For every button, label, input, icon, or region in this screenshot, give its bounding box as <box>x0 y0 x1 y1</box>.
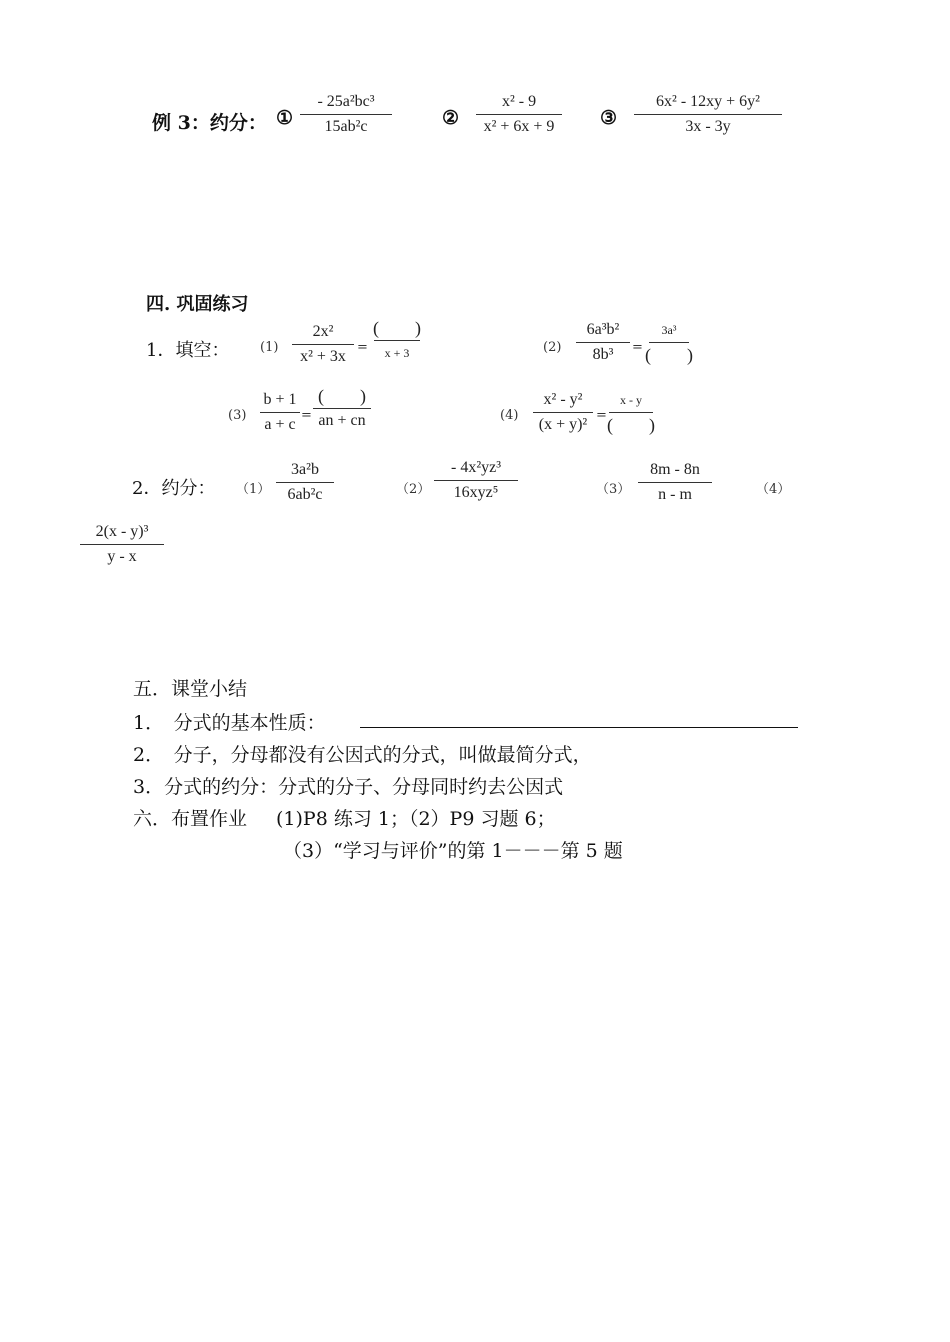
fraction-denominator: x + 3 <box>384 346 410 360</box>
q2-item4-fraction <box>80 522 164 567</box>
fraction-numerator: x - y <box>620 393 642 407</box>
fraction-numerator: 3a²b <box>291 461 319 478</box>
fraction-bar <box>476 114 562 115</box>
fraction-denominator: x² + 6x + 9 <box>483 118 555 135</box>
q1-item2-left-fraction <box>576 320 630 365</box>
fraction-denominator: 8b³ <box>592 346 614 363</box>
q1-item4-marker: (4) <box>500 408 519 423</box>
q1-item4-left-fraction <box>533 390 593 435</box>
fraction-bar <box>374 340 420 341</box>
example3-fraction-2 <box>476 92 562 137</box>
fraction-bar <box>533 412 593 413</box>
fraction-denominator: n - m <box>658 486 692 503</box>
fraction-denominator: 6ab²c <box>287 486 323 503</box>
example3-marker-2: ② <box>442 107 460 129</box>
fraction-denominator: y - x <box>107 548 137 565</box>
fraction-numerator: 2(x - y)³ <box>95 523 149 540</box>
q2-item3-fraction <box>638 460 712 505</box>
q2-item2-marker: （2） <box>396 482 431 497</box>
equals-sign: = <box>632 340 643 355</box>
fraction-numerator: 3a³ <box>661 323 677 337</box>
example3-label: 例 3：约分： <box>152 112 267 134</box>
fraction-bar <box>434 480 518 481</box>
blank-denominator: ( ) <box>645 345 693 365</box>
q2-item1-fraction <box>276 460 334 505</box>
q2-item4-marker: （4） <box>756 482 791 497</box>
section5-line-3: 3．分式的约分：分式的分子、分母同时约去公因式 <box>133 776 564 798</box>
q2-label: 2．约分： <box>132 478 216 499</box>
fraction-denominator: an + cn <box>318 412 366 429</box>
fraction-denominator: 16xyz⁵ <box>453 484 499 501</box>
section5-line-2: 2． 分子，分母都没有公因式的分式，叫做最简分式， <box>133 744 592 766</box>
section5-title: 五．课堂小结 <box>133 678 248 700</box>
section4-title: 四. 巩固练习 <box>146 294 249 315</box>
fraction-denominator: a + c <box>264 416 296 433</box>
blank-numerator: ( ) <box>318 386 366 406</box>
fraction-bar <box>634 114 782 115</box>
fraction-bar <box>300 114 392 115</box>
fraction-bar <box>576 342 630 343</box>
q1-item4-right-fraction <box>607 390 655 435</box>
example3-fraction-3 <box>634 92 782 137</box>
section6-title: 六．布置作业 <box>133 808 248 830</box>
section6-line-1: (1)P8 练习 1；（2）P9 习题 6； <box>276 808 556 830</box>
fraction-numerator: 2x² <box>312 323 334 340</box>
example3-marker-1: ① <box>276 107 294 129</box>
fraction-bar <box>260 412 300 413</box>
fraction-bar <box>638 482 712 483</box>
fraction-bar <box>313 408 371 409</box>
q1-item1-marker: (1) <box>260 340 279 355</box>
fraction-numerator: x² - 9 <box>501 93 537 110</box>
section5-line-1: 1． 分式的基本性质： <box>133 712 326 734</box>
blank-numerator: ( ) <box>373 318 421 338</box>
q2-item3-marker: （3） <box>596 482 631 497</box>
fraction-numerator: - 4x²yz³ <box>450 459 502 476</box>
example3-fraction-1 <box>300 92 392 137</box>
q1-item2-right-fraction <box>645 320 693 365</box>
fraction-denominator: (x + y)² <box>538 416 588 433</box>
fraction-denominator: 3x - 3y <box>685 118 731 135</box>
fraction-denominator: x² + 3x <box>300 348 346 365</box>
fraction-bar <box>649 342 689 343</box>
fill-in-blank-line <box>360 727 798 728</box>
fraction-numerator: 8m - 8n <box>650 461 700 478</box>
equals-sign: = <box>596 408 607 423</box>
fraction-numerator: - 25a²bc³ <box>317 93 375 110</box>
fraction-numerator: x² - y² <box>543 391 583 408</box>
q1-item3-right-fraction <box>313 386 371 431</box>
fraction-bar <box>80 544 164 545</box>
q1-item3-marker: (3) <box>228 408 247 423</box>
q1-item2-marker: (2) <box>543 340 562 355</box>
section6-line-2: （3）“学习与评价”的第 1－－－第 5 题 <box>283 840 623 862</box>
q1-label: 1．填空： <box>146 340 230 361</box>
equals-sign: = <box>357 340 368 355</box>
q2-item2-fraction <box>434 458 518 503</box>
fraction-numerator: 6x² - 12xy + 6y² <box>656 93 760 110</box>
fraction-bar <box>609 412 653 413</box>
q2-item1-marker: （1） <box>236 482 271 497</box>
fraction-bar <box>276 482 334 483</box>
example3-marker-3: ③ <box>600 107 618 129</box>
q1-item1-left-fraction <box>292 322 354 367</box>
fraction-numerator: 6a³b² <box>586 321 620 338</box>
fraction-numerator: b + 1 <box>263 391 297 408</box>
q1-item1-right-fraction <box>373 318 421 363</box>
blank-denominator: ( ) <box>607 415 655 435</box>
fraction-bar <box>292 344 354 345</box>
fraction-denominator: 15ab²c <box>324 118 368 135</box>
equals-sign: = <box>301 408 312 423</box>
q1-item3-left-fraction <box>260 390 300 435</box>
